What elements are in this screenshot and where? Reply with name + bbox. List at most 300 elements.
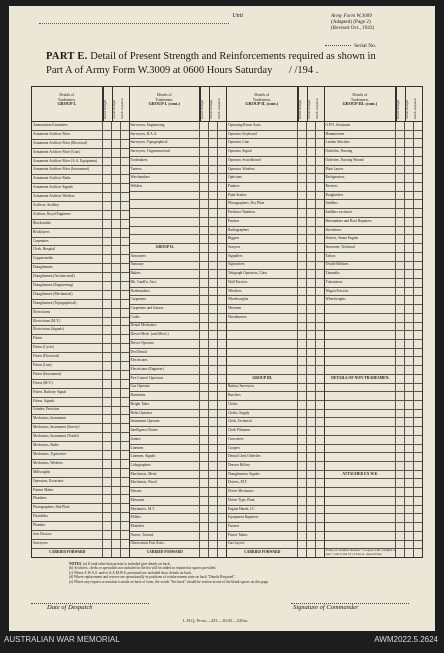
strength-cell[interactable]	[396, 436, 405, 444]
strength-cell[interactable]	[200, 453, 209, 461]
strength-cell[interactable]	[200, 523, 209, 531]
strength-cell[interactable]	[307, 227, 316, 235]
strength-cell[interactable]	[316, 139, 324, 147]
strength-cell[interactable]	[307, 436, 316, 444]
strength-cell[interactable]	[209, 288, 218, 296]
strength-cell[interactable]	[209, 314, 218, 322]
strength-cell[interactable]	[209, 410, 218, 418]
strength-cell[interactable]	[103, 504, 112, 512]
strength-cell[interactable]	[103, 469, 112, 477]
strength-cell[interactable]	[307, 166, 316, 174]
strength-cell[interactable]	[298, 392, 307, 400]
strength-cell[interactable]	[112, 291, 121, 299]
strength-cell[interactable]	[405, 218, 414, 226]
strength-cell[interactable]	[414, 157, 422, 165]
strength-cell[interactable]	[307, 253, 316, 261]
strength-cell[interactable]	[209, 479, 218, 487]
strength-cell[interactable]	[121, 291, 129, 299]
strength-cell[interactable]	[209, 549, 218, 557]
strength-cell[interactable]	[103, 211, 112, 219]
strength-cell[interactable]	[103, 353, 112, 361]
strength-cell[interactable]	[121, 149, 129, 157]
strength-cell[interactable]	[307, 410, 316, 418]
strength-cell[interactable]	[316, 262, 324, 270]
strength-cell[interactable]	[121, 318, 129, 326]
strength-cell[interactable]	[316, 532, 324, 540]
strength-cell[interactable]	[200, 497, 209, 505]
strength-cell[interactable]	[200, 532, 209, 540]
strength-cell[interactable]	[200, 235, 209, 243]
strength-cell[interactable]	[121, 158, 129, 166]
strength-cell[interactable]	[121, 220, 129, 228]
strength-cell[interactable]	[103, 487, 112, 495]
strength-cell[interactable]	[307, 375, 316, 383]
strength-cell[interactable]	[200, 131, 209, 139]
strength-cell[interactable]	[103, 193, 112, 201]
strength-cell[interactable]	[307, 357, 316, 365]
strength-cell[interactable]	[112, 549, 121, 557]
strength-cell[interactable]	[209, 445, 218, 453]
strength-cell[interactable]	[298, 506, 307, 514]
strength-cell[interactable]	[405, 139, 414, 147]
strength-cell[interactable]	[112, 513, 121, 521]
strength-cell[interactable]	[112, 478, 121, 486]
strength-cell[interactable]	[405, 401, 414, 409]
strength-cell[interactable]	[396, 427, 405, 435]
strength-cell[interactable]	[121, 380, 129, 388]
strength-cell[interactable]	[200, 192, 209, 200]
strength-cell[interactable]	[316, 523, 324, 531]
strength-cell[interactable]	[121, 424, 129, 432]
strength-cell[interactable]	[316, 122, 324, 130]
strength-cell[interactable]	[200, 541, 209, 549]
strength-cell[interactable]	[414, 471, 422, 479]
strength-cell[interactable]	[405, 253, 414, 261]
strength-cell[interactable]	[200, 357, 209, 365]
strength-cell[interactable]	[414, 166, 422, 174]
strength-cell[interactable]	[103, 335, 112, 343]
strength-cell[interactable]	[218, 270, 226, 278]
strength-cell[interactable]	[218, 497, 226, 505]
strength-cell[interactable]	[121, 362, 129, 370]
strength-cell[interactable]	[316, 227, 324, 235]
strength-cell[interactable]	[414, 375, 422, 383]
strength-cell[interactable]	[298, 314, 307, 322]
strength-cell[interactable]	[209, 331, 218, 339]
strength-cell[interactable]	[405, 541, 414, 549]
strength-cell[interactable]	[103, 291, 112, 299]
strength-cell[interactable]	[405, 418, 414, 426]
strength-cell[interactable]	[405, 157, 414, 165]
strength-cell[interactable]	[396, 418, 405, 426]
strength-cell[interactable]	[307, 218, 316, 226]
strength-cell[interactable]	[112, 264, 121, 272]
strength-cell[interactable]	[103, 531, 112, 539]
strength-cell[interactable]	[307, 418, 316, 426]
strength-cell[interactable]	[112, 335, 121, 343]
strength-cell[interactable]	[200, 445, 209, 453]
strength-cell[interactable]	[121, 522, 129, 530]
strength-cell[interactable]	[209, 148, 218, 156]
strength-cell[interactable]	[298, 209, 307, 217]
strength-cell[interactable]	[209, 366, 218, 374]
strength-cell[interactable]	[396, 392, 405, 400]
strength-cell[interactable]	[307, 288, 316, 296]
strength-cell[interactable]	[112, 540, 121, 548]
strength-cell[interactable]	[112, 193, 121, 201]
strength-cell[interactable]	[200, 270, 209, 278]
strength-cell[interactable]	[405, 357, 414, 365]
strength-cell[interactable]	[298, 331, 307, 339]
strength-cell[interactable]	[121, 513, 129, 521]
strength-cell[interactable]	[298, 244, 307, 252]
strength-cell[interactable]	[414, 323, 422, 331]
strength-cell[interactable]	[307, 453, 316, 461]
strength-cell[interactable]	[218, 384, 226, 392]
strength-cell[interactable]	[112, 229, 121, 237]
strength-cell[interactable]	[396, 506, 405, 514]
strength-cell[interactable]	[414, 541, 422, 549]
strength-cell[interactable]	[218, 445, 226, 453]
strength-cell[interactable]	[218, 541, 226, 549]
strength-cell[interactable]	[298, 445, 307, 453]
strength-cell[interactable]	[405, 514, 414, 522]
strength-cell[interactable]	[121, 389, 129, 397]
strength-cell[interactable]	[307, 462, 316, 470]
strength-cell[interactable]	[103, 229, 112, 237]
strength-cell[interactable]	[121, 273, 129, 281]
strength-cell[interactable]	[218, 139, 226, 147]
strength-cell[interactable]	[414, 427, 422, 435]
strength-cell[interactable]	[218, 410, 226, 418]
strength-cell[interactable]	[209, 541, 218, 549]
strength-cell[interactable]	[405, 200, 414, 208]
strength-cell[interactable]	[200, 157, 209, 165]
strength-cell[interactable]	[307, 497, 316, 505]
strength-cell[interactable]	[200, 183, 209, 191]
strength-cell[interactable]	[307, 445, 316, 453]
strength-cell[interactable]	[316, 209, 324, 217]
strength-cell[interactable]	[307, 235, 316, 243]
strength-cell[interactable]	[414, 262, 422, 270]
strength-cell[interactable]	[316, 541, 324, 549]
strength-cell[interactable]	[414, 200, 422, 208]
strength-cell[interactable]	[298, 410, 307, 418]
strength-cell[interactable]	[200, 427, 209, 435]
strength-cell[interactable]	[121, 202, 129, 210]
strength-cell[interactable]	[405, 209, 414, 217]
strength-cell[interactable]	[121, 211, 129, 219]
strength-cell[interactable]	[316, 174, 324, 182]
strength-cell[interactable]	[298, 479, 307, 487]
strength-cell[interactable]	[316, 253, 324, 261]
strength-cell[interactable]	[103, 282, 112, 290]
strength-cell[interactable]	[200, 253, 209, 261]
strength-cell[interactable]	[218, 192, 226, 200]
strength-cell[interactable]	[218, 262, 226, 270]
strength-cell[interactable]	[396, 445, 405, 453]
strength-cell[interactable]	[298, 462, 307, 470]
strength-cell[interactable]	[405, 305, 414, 313]
strength-cell[interactable]	[112, 273, 121, 281]
strength-cell[interactable]	[209, 270, 218, 278]
strength-cell[interactable]	[209, 506, 218, 514]
strength-cell[interactable]	[200, 514, 209, 522]
strength-cell[interactable]	[396, 200, 405, 208]
strength-cell[interactable]	[112, 398, 121, 406]
strength-cell[interactable]	[316, 357, 324, 365]
strength-cell[interactable]	[316, 479, 324, 487]
strength-cell[interactable]	[121, 282, 129, 290]
strength-cell[interactable]	[298, 148, 307, 156]
strength-cell[interactable]	[209, 296, 218, 304]
strength-cell[interactable]	[112, 504, 121, 512]
strength-cell[interactable]	[414, 235, 422, 243]
strength-cell[interactable]	[414, 288, 422, 296]
strength-cell[interactable]	[200, 392, 209, 400]
strength-cell[interactable]	[209, 122, 218, 130]
strength-cell[interactable]	[200, 314, 209, 322]
strength-cell[interactable]	[209, 200, 218, 208]
strength-cell[interactable]	[298, 323, 307, 331]
strength-cell[interactable]	[112, 309, 121, 317]
strength-cell[interactable]	[112, 487, 121, 495]
strength-cell[interactable]	[298, 192, 307, 200]
strength-cell[interactable]	[121, 353, 129, 361]
strength-cell[interactable]	[112, 380, 121, 388]
strength-cell[interactable]	[405, 235, 414, 243]
strength-cell[interactable]	[405, 314, 414, 322]
strength-cell[interactable]	[200, 401, 209, 409]
strength-cell[interactable]	[200, 436, 209, 444]
strength-cell[interactable]	[414, 253, 422, 261]
strength-cell[interactable]	[307, 349, 316, 357]
strength-cell[interactable]	[396, 270, 405, 278]
strength-cell[interactable]	[112, 166, 121, 174]
strength-cell[interactable]	[200, 462, 209, 470]
strength-cell[interactable]	[405, 183, 414, 191]
strength-cell[interactable]	[103, 478, 112, 486]
strength-cell[interactable]	[414, 401, 422, 409]
strength-cell[interactable]	[103, 122, 112, 130]
strength-cell[interactable]	[316, 401, 324, 409]
strength-cell[interactable]	[298, 122, 307, 130]
strength-cell[interactable]	[103, 389, 112, 397]
strength-cell[interactable]	[200, 227, 209, 235]
strength-cell[interactable]	[298, 270, 307, 278]
strength-cell[interactable]	[200, 288, 209, 296]
strength-cell[interactable]	[396, 349, 405, 357]
strength-cell[interactable]	[414, 436, 422, 444]
strength-cell[interactable]	[200, 418, 209, 426]
strength-cell[interactable]	[121, 264, 129, 272]
strength-cell[interactable]	[121, 442, 129, 450]
strength-cell[interactable]	[298, 253, 307, 261]
strength-cell[interactable]	[218, 453, 226, 461]
strength-cell[interactable]	[218, 244, 226, 252]
strength-cell[interactable]	[209, 436, 218, 444]
strength-cell[interactable]	[103, 326, 112, 334]
strength-cell[interactable]	[307, 279, 316, 287]
strength-cell[interactable]	[209, 427, 218, 435]
strength-cell[interactable]	[405, 549, 414, 557]
strength-cell[interactable]	[298, 549, 307, 557]
strength-cell[interactable]	[307, 305, 316, 313]
strength-cell[interactable]	[103, 184, 112, 192]
strength-cell[interactable]	[396, 192, 405, 200]
strength-cell[interactable]	[200, 410, 209, 418]
strength-cell[interactable]	[405, 471, 414, 479]
strength-cell[interactable]	[103, 513, 112, 521]
strength-cell[interactable]	[209, 453, 218, 461]
strength-cell[interactable]	[298, 471, 307, 479]
strength-cell[interactable]	[396, 331, 405, 339]
strength-cell[interactable]	[121, 487, 129, 495]
strength-cell[interactable]	[112, 246, 121, 254]
strength-cell[interactable]	[121, 495, 129, 503]
strength-cell[interactable]	[218, 218, 226, 226]
strength-cell[interactable]	[414, 331, 422, 339]
strength-cell[interactable]	[307, 148, 316, 156]
strength-cell[interactable]	[209, 349, 218, 357]
strength-cell[interactable]	[209, 262, 218, 270]
strength-cell[interactable]	[316, 497, 324, 505]
strength-cell[interactable]	[316, 270, 324, 278]
strength-cell[interactable]	[218, 471, 226, 479]
strength-cell[interactable]	[396, 122, 405, 130]
strength-cell[interactable]	[112, 149, 121, 157]
strength-cell[interactable]	[414, 506, 422, 514]
strength-cell[interactable]	[405, 410, 414, 418]
strength-cell[interactable]	[414, 227, 422, 235]
strength-cell[interactable]	[316, 488, 324, 496]
strength-cell[interactable]	[103, 309, 112, 317]
strength-cell[interactable]	[405, 462, 414, 470]
strength-cell[interactable]	[103, 158, 112, 166]
strength-cell[interactable]	[405, 331, 414, 339]
strength-cell[interactable]	[316, 244, 324, 252]
strength-cell[interactable]	[103, 442, 112, 450]
strength-cell[interactable]	[209, 218, 218, 226]
strength-cell[interactable]	[414, 532, 422, 540]
strength-cell[interactable]	[112, 433, 121, 441]
strength-cell[interactable]	[405, 445, 414, 453]
strength-cell[interactable]	[316, 131, 324, 139]
strength-cell[interactable]	[405, 488, 414, 496]
strength-cell[interactable]	[396, 357, 405, 365]
strength-cell[interactable]	[112, 451, 121, 459]
strength-cell[interactable]	[396, 410, 405, 418]
strength-cell[interactable]	[103, 398, 112, 406]
strength-cell[interactable]	[307, 340, 316, 348]
strength-cell[interactable]	[209, 488, 218, 496]
strength-cell[interactable]	[218, 166, 226, 174]
strength-cell[interactable]	[414, 357, 422, 365]
strength-cell[interactable]	[405, 384, 414, 392]
strength-cell[interactable]	[209, 235, 218, 243]
strength-cell[interactable]	[209, 139, 218, 147]
strength-cell[interactable]	[414, 209, 422, 217]
strength-cell[interactable]	[298, 235, 307, 243]
strength-cell[interactable]	[200, 366, 209, 374]
strength-cell[interactable]	[298, 279, 307, 287]
strength-cell[interactable]	[307, 122, 316, 130]
strength-cell[interactable]	[307, 296, 316, 304]
strength-cell[interactable]	[316, 453, 324, 461]
strength-cell[interactable]	[218, 235, 226, 243]
strength-cell[interactable]	[414, 349, 422, 357]
strength-cell[interactable]	[307, 532, 316, 540]
strength-cell[interactable]	[112, 326, 121, 334]
strength-cell[interactable]	[200, 244, 209, 252]
strength-cell[interactable]	[414, 523, 422, 531]
strength-cell[interactable]	[298, 401, 307, 409]
strength-cell[interactable]	[121, 175, 129, 183]
strength-cell[interactable]	[414, 279, 422, 287]
strength-cell[interactable]	[414, 244, 422, 252]
strength-cell[interactable]	[121, 344, 129, 352]
strength-cell[interactable]	[218, 506, 226, 514]
strength-cell[interactable]	[112, 184, 121, 192]
strength-cell[interactable]	[121, 398, 129, 406]
strength-cell[interactable]	[316, 279, 324, 287]
strength-cell[interactable]	[209, 384, 218, 392]
strength-cell[interactable]	[200, 279, 209, 287]
strength-cell[interactable]	[121, 326, 129, 334]
strength-cell[interactable]	[414, 410, 422, 418]
strength-cell[interactable]	[218, 331, 226, 339]
strength-cell[interactable]	[414, 296, 422, 304]
strength-cell[interactable]	[209, 532, 218, 540]
strength-cell[interactable]	[218, 532, 226, 540]
strength-cell[interactable]	[316, 288, 324, 296]
strength-cell[interactable]	[218, 296, 226, 304]
strength-cell[interactable]	[121, 433, 129, 441]
strength-cell[interactable]	[414, 462, 422, 470]
strength-cell[interactable]	[200, 262, 209, 270]
strength-cell[interactable]	[218, 209, 226, 217]
strength-cell[interactable]	[396, 227, 405, 235]
strength-cell[interactable]	[218, 462, 226, 470]
strength-cell[interactable]	[316, 410, 324, 418]
strength-cell[interactable]	[396, 218, 405, 226]
strength-cell[interactable]	[414, 148, 422, 156]
strength-cell[interactable]	[121, 504, 129, 512]
strength-cell[interactable]	[103, 362, 112, 370]
strength-cell[interactable]	[112, 282, 121, 290]
strength-cell[interactable]	[316, 392, 324, 400]
strength-cell[interactable]	[307, 541, 316, 549]
strength-cell[interactable]	[112, 211, 121, 219]
strength-cell[interactable]	[298, 183, 307, 191]
strength-cell[interactable]	[396, 174, 405, 182]
strength-cell[interactable]	[298, 349, 307, 357]
strength-cell[interactable]	[396, 288, 405, 296]
strength-cell[interactable]	[218, 122, 226, 130]
strength-cell[interactable]	[396, 453, 405, 461]
strength-cell[interactable]	[307, 131, 316, 139]
strength-cell[interactable]	[112, 238, 121, 246]
strength-cell[interactable]	[121, 122, 129, 130]
strength-cell[interactable]	[103, 255, 112, 263]
strength-cell[interactable]	[307, 514, 316, 522]
strength-cell[interactable]	[112, 140, 121, 148]
strength-cell[interactable]	[209, 192, 218, 200]
strength-cell[interactable]	[414, 139, 422, 147]
strength-cell[interactable]	[316, 349, 324, 357]
strength-cell[interactable]	[112, 469, 121, 477]
strength-cell[interactable]	[316, 218, 324, 226]
